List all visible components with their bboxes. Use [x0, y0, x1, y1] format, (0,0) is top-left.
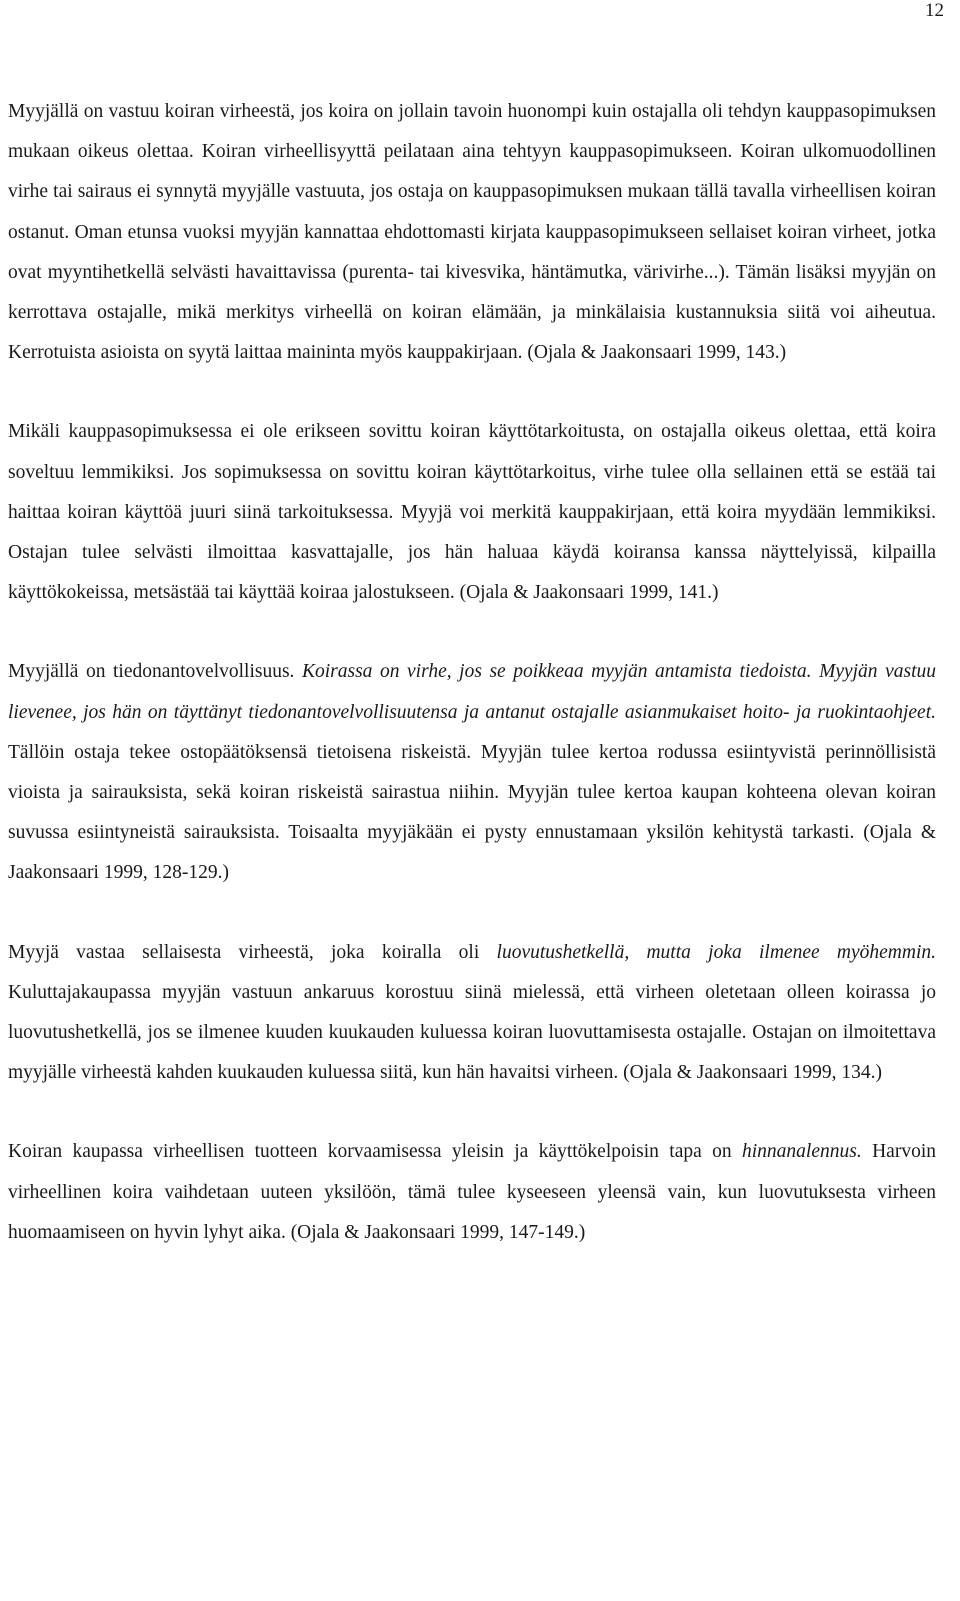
paragraph-text: Kuluttajakaupassa myyjän vastuun ankaruus korostuu siinä mielessä, että virheen oletetaan olleen koirassa jo luovutushetkellä, jos se ilmenee kuuden kuukauden kuluessa koiran luovuttamisesta ostajalle. Ostajan on ilmoitettava myyjälle virheestä kahden kuukauden kuluessa siitä, kun hän havaitsi virheen. (Ojala & Jaakonsaari 1999, 134.)	[8, 981, 936, 1084]
paragraph-hidden-defect	[8, 933, 936, 1094]
paragraph-text: Myyjällä on tiedonantovelvollisuus.	[8, 661, 302, 683]
paragraph-text: Harvoin virheellinen koira vaihdetaan uuteen yksilöön, tämä tulee kyseeseen yleensä vain, kun luovutuksesta virheen huomaamiseen on hyvin lyhyt aika. (Ojala & Jaakonsaari 1999, 147-149.)	[8, 1141, 937, 1243]
paragraph-disclosure-duty	[8, 652, 936, 893]
paragraph-emphasis: luovutushetkellä, mutta joka ilmenee myöhemmin.	[496, 941, 936, 963]
document-body	[8, 92, 936, 1253]
paragraph-emphasis: Koirassa on virhe, jos se poikkeaa myyjän antamista tiedoista. Myyjän vastuu lievenee, jos hän on täyttänyt tiedonantovelvollisuutensa ja antanut ostajalle asianmukaiset hoito- ja ruokintaohjeet.	[8, 661, 936, 723]
paragraph-intended-use	[8, 412, 936, 613]
page-number: 12	[925, 0, 944, 21]
paragraph-emphasis: hinnanalennus.	[742, 1141, 862, 1163]
paragraph-text: Myyjä vastaa sellaisesta virheestä, joka koiralla oli	[8, 941, 497, 963]
paragraph-compensation	[8, 1132, 936, 1253]
paragraph-text: Myyjällä on vastuu koiran virheestä, jos koira on jollain tavoin huonompi kuin ostajalla oli tehdyn kauppasopimuksen mukaan oikeus olettaa. Koiran virheellisyyttä peilataan aina tehtyyn kauppasopimukseen. Koiran ulkomuodollinen virhe tai sairaus ei synnytä myyjälle vastuuta, jos ostaja on kauppasopimuksen mukaan tällä tavalla virheellisen koiran ostanut. Oman etunsa vuoksi myyjän kannattaa ehdottomasti kirjata kauppasopimukseen sellaiset koiran virheet, jotka ovat myyntihetkellä selvästi havaittavissa (purenta- tai kivesvika, häntämutka, värivirhe...). Tämän lisäksi myyjän on kerrottava ostajalle, mikä merkitys virheellä on koiran elämään, ja minkälaisia kustannuksia siitä voi aiheutua. Kerrotuista asioista on syytä laittaa maininta myös kauppakirjaan. (Ojala & Jaakonsaari 1999, 143.)	[8, 101, 936, 364]
paragraph-seller-liability	[8, 92, 936, 373]
paragraph-text: Mikäli kauppasopimuksessa ei ole erikseen sovittu koiran käyttötarkoitusta, on ostajalla oikeus olettaa, että koira soveltuu lemmikiksi. Jos sopimuksessa on sovittu koiran käyttötarkoitus, virhe tulee olla sellainen että se estää tai haittaa koiran käyttöä juuri siinä tarkoituksessa. Myyjä voi merkitä kauppakirjaan, että koira myydään lemmikiksi. Ostajan tulee selvästi ilmoittaa kasvattajalle, jos hän haluaa käydä koiransa kanssa näyttelyissä, kilpailla käyttökokeissa, metsästää tai käyttää koiraa jalostukseen. (Ojala & Jaakonsaari 1999, 141.)	[8, 421, 936, 604]
paragraph-text: Tällöin ostaja tekee ostopäätöksensä tietoisena riskeistä. Myyjän tulee kertoa rodussa esiintyvistä perinnöllisistä vioista ja sairauksista, sekä koiran riskeistä sairastua niihin. Myyjän tulee kertoa kaupan kohteena olevan koiran suvussa esiintyneistä sairauksista. Toisaalta myyjäkään ei pysty ennustamaan yksilön kehitystä tarkasti. (Ojala & Jaakonsaari 1999, 128-129.)	[8, 741, 936, 884]
paragraph-text: Koiran kaupassa virheellisen tuotteen korvaamisessa yleisin ja käyttökelpoisin tapa on	[8, 1141, 743, 1163]
